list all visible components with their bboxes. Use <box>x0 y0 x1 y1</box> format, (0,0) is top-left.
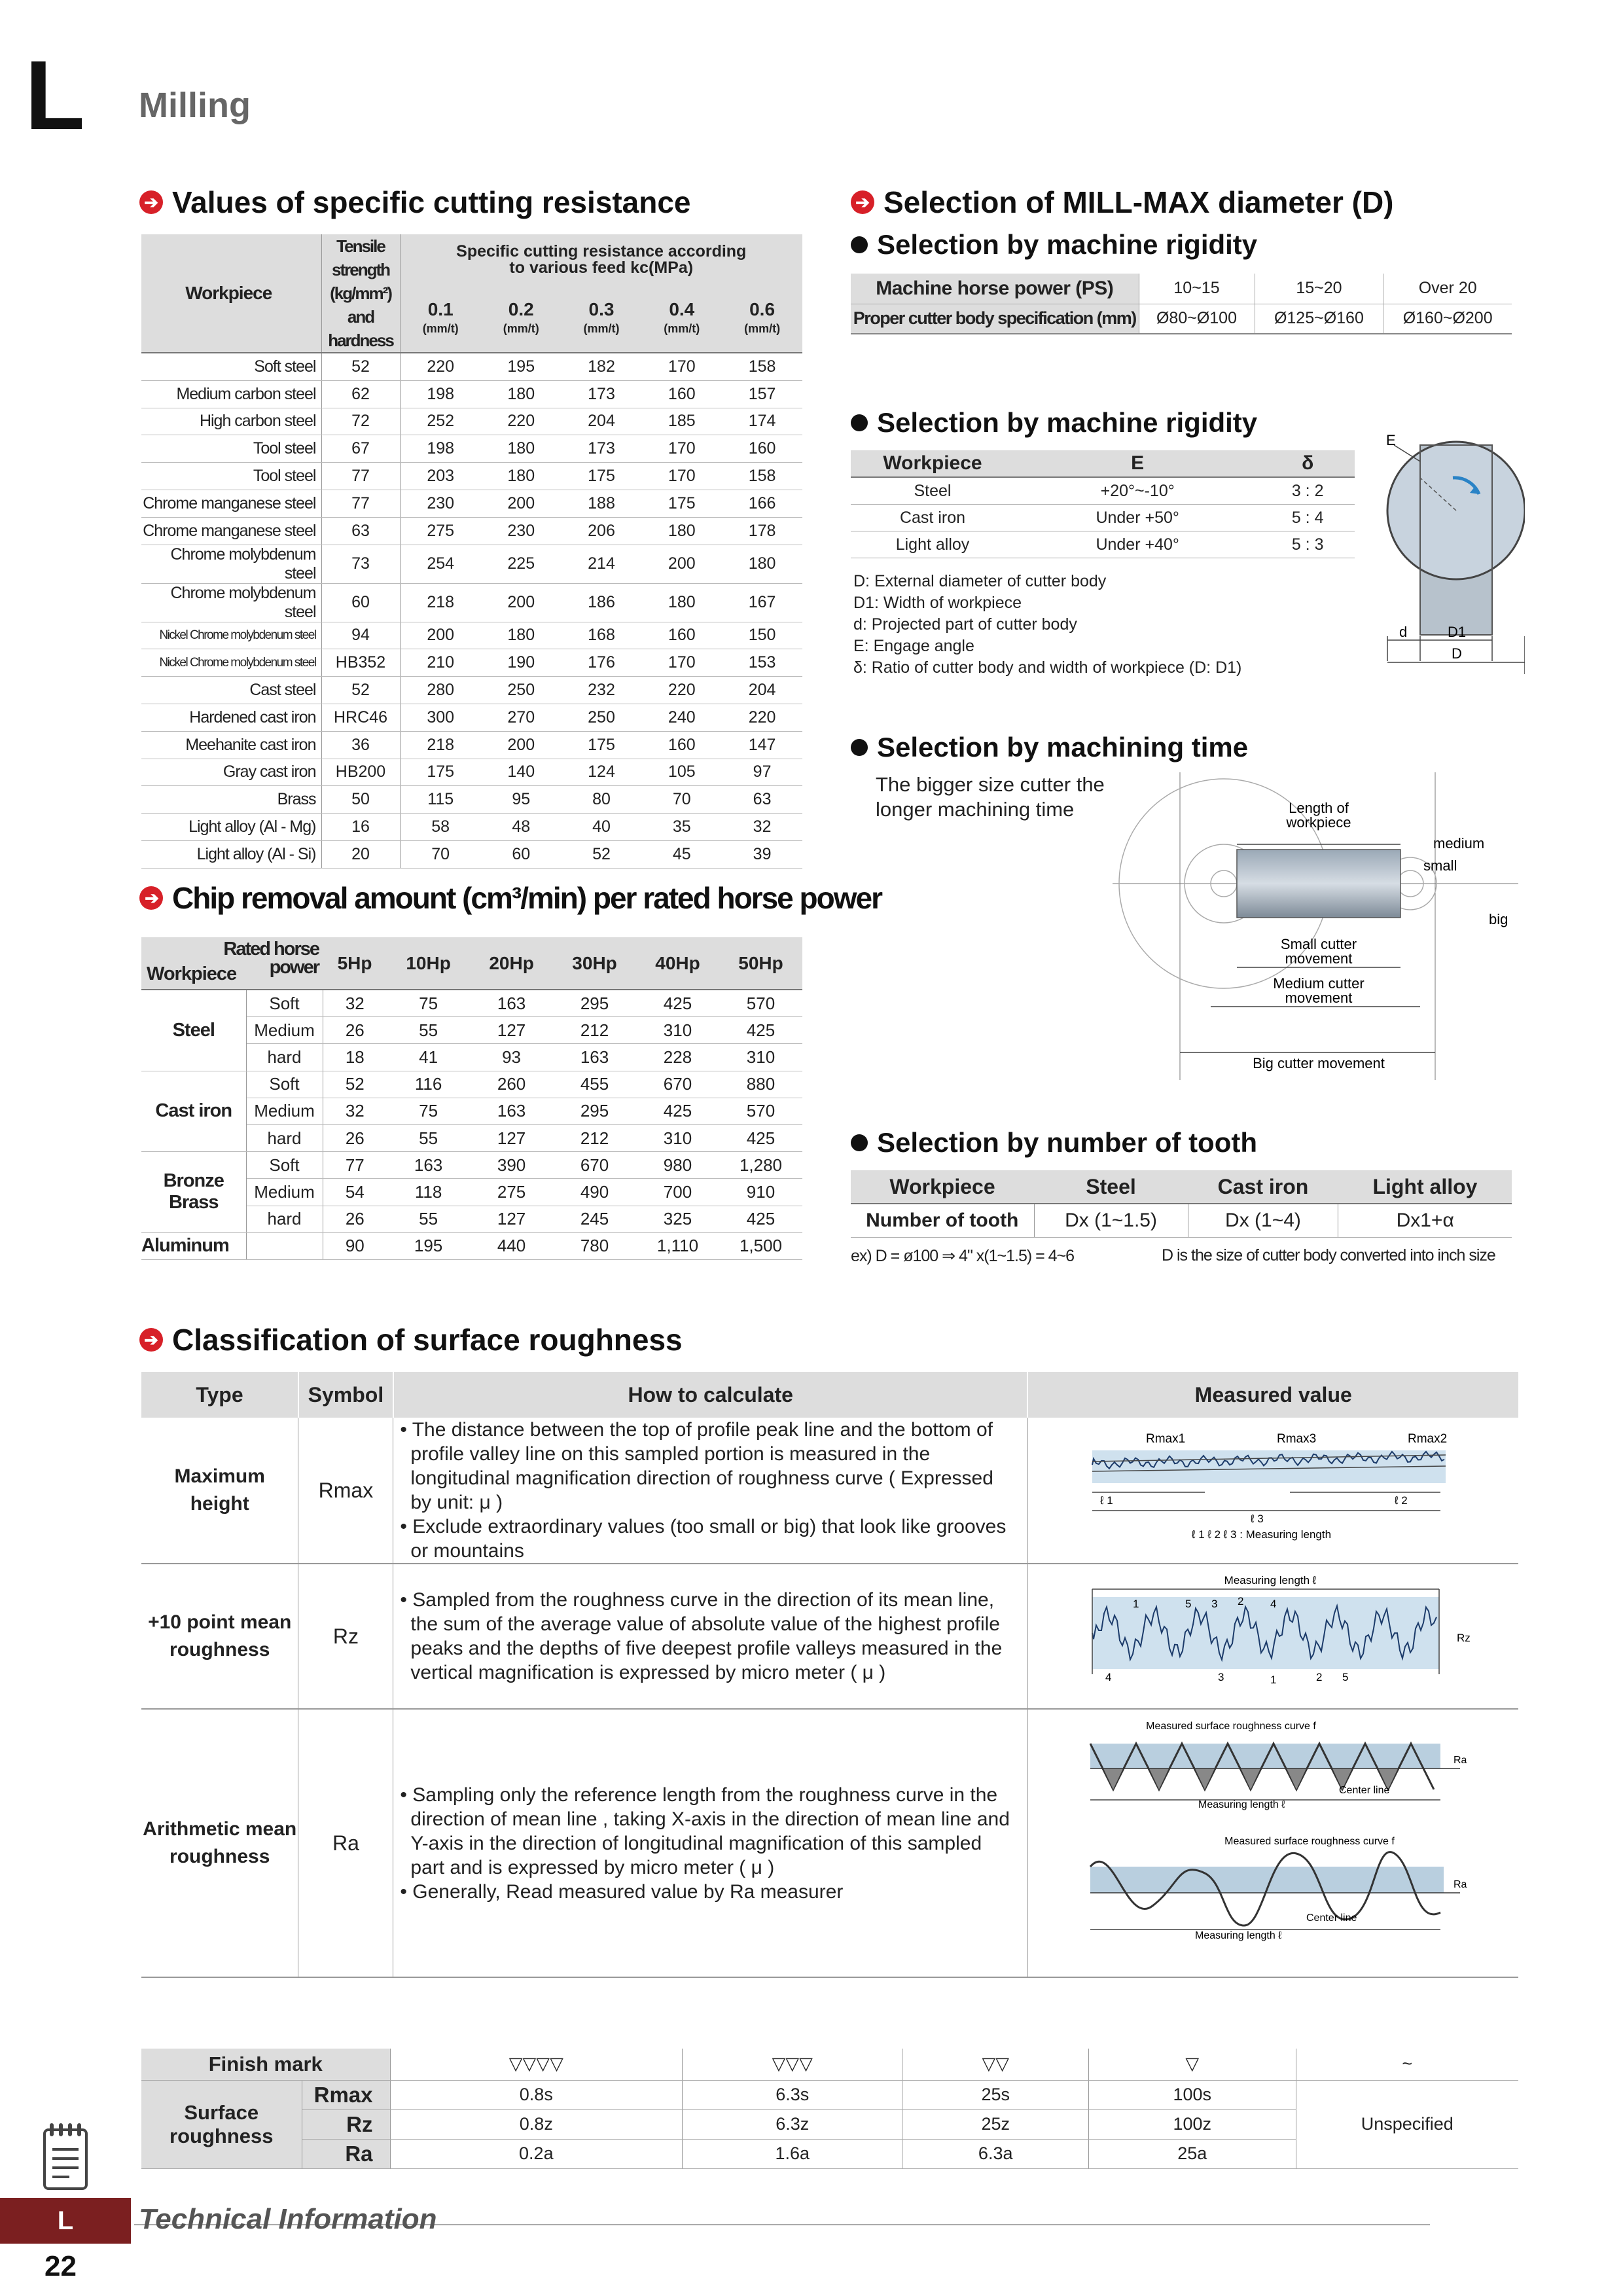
chip-head-hp: 40Hp <box>636 937 719 990</box>
svg-text:Rmax3: Rmax3 <box>1276 1432 1317 1446</box>
finish-mark-table: Finish mark ▽▽▽▽ ▽▽▽ ▽▽ ▽ ~ Surface roughness Rmax 0.8s 6.3s 25s 100s Unspecified Rz 0.8z 6.3z 25z 100z Ra 0.2a 1.6a 6.3a 25a <box>141 2049 1518 2169</box>
spec-row: Chrome manganese steel 77 230 200 188 175 166 <box>141 490 802 517</box>
roughness-section-title: ➔ Classification of surface roughness <box>139 1322 683 1357</box>
svg-text:movement: movement <box>1285 950 1353 967</box>
chip-head-corner: Rated horse power Workpiece <box>141 937 323 990</box>
chip-group-label: Bronze Brass <box>141 1152 246 1233</box>
svg-text:Small cutter: Small cutter <box>1280 936 1357 952</box>
svg-text:Measuring length ℓ: Measuring length ℓ <box>1198 1799 1285 1810</box>
chip-row: hard 26 55 127 245 325 425 <box>141 1206 802 1232</box>
rigidity-subtitle-2: Selection by machine rigidity <box>851 407 1257 439</box>
notepad-icon <box>39 2121 92 2193</box>
svg-text:Rz: Rz <box>1456 1632 1471 1644</box>
diag-label-d: d <box>1399 624 1408 640</box>
chip-table <box>141 937 802 1260</box>
diag-label-d1: D1 <box>1448 624 1467 640</box>
spec-row: Soft steel 52 220 195 182 170 158 <box>141 353 802 380</box>
arrow-bullet-icon: ➔ <box>139 190 163 214</box>
svg-text:Center line: Center line <box>1338 1785 1390 1796</box>
spec-row: Tool steel 77 203 180 175 170 158 <box>141 463 802 490</box>
spec-row: Light alloy (Al - Mg) 16 58 48 40 35 32 <box>141 814 802 841</box>
chip-row: hard 26 55 127 212 310 425 <box>141 1124 802 1151</box>
svg-text:Measured surface roughness cur: Measured surface roughness curve f <box>1224 1836 1395 1847</box>
bullet-dot-icon <box>851 1134 868 1151</box>
svg-text:Center line: Center line <box>1306 1912 1357 1924</box>
machining-time-diagram <box>1113 772 1518 1113</box>
millmax-section-title: ➔ Selection of MILL-MAX diameter (D) <box>851 185 1393 220</box>
svg-text:2: 2 <box>1237 1595 1244 1607</box>
chip-head-hp: 20Hp <box>470 937 553 990</box>
svg-text:small: small <box>1423 857 1457 874</box>
spec-label: Proper cutter body specification (mm) <box>851 304 1139 334</box>
chip-group-label: Aluminum <box>141 1232 246 1259</box>
spec-row: Light alloy (Al - Si) 20 70 60 52 45 39 <box>141 840 802 868</box>
spec-row: Hardened cast iron HRC46 300 270 250 240 220 <box>141 704 802 731</box>
spec-head-workpiece: Workpiece <box>141 234 321 353</box>
svg-text:Rmax2: Rmax2 <box>1407 1432 1448 1446</box>
svg-text:4: 4 <box>1270 1598 1277 1610</box>
svg-text:ℓ 3: ℓ 3 <box>1250 1513 1264 1525</box>
roughness-table: Type Symbol How to calculate Measured value Maximum height Rmax • The distance between the top of profile peak line and the bottom of profile valley line on this sampled portion is measured in the longitudinal magnification direction of roughness curve ( Expressed by unit: μ ) • Exclude extraordinary values (too small or big) that look like grooves or mountains Rmax1 Rmax3 Rmax2 ℓ 1 ℓ 2 ℓ 3 ℓ 1 ℓ 2 ℓ 3 : Measuring length +10 point mean roughness Rz • Sampled from the roughness curve in the direction of its mean line, the sum of the average value of absolute value of the highest profile peaks and the depths of five deepest profile valleys measured in the vertical magnification is expressed by micro meter ( μ ) Measuring length ℓ Rz 1 5 3 2 4 4 3 1 2 5 Arithmetic mean roughness Ra • Sampling only the reference length from the roughness curve in the direction of mean line , taking X-axis in the direction of mean line and Y-axis in the direction of longitudinal magnification of this sampled part and is expressed by micro meter ( μ ) • Generally, Read measured value by Ra measurer Measured surface roughness curve f Ra Center line Measuring length ℓ Measured surface roughness curve f Ra Center line Measuring length ℓ <box>141 1372 1518 1978</box>
spec-head-tensile: Tensile strength (kg/mm²) and hardness <box>321 234 400 353</box>
arrow-bullet-icon: ➔ <box>139 886 163 910</box>
arrow-bullet-icon: ➔ <box>851 190 874 214</box>
chip-row: Medium 54 118 275 490 700 910 <box>141 1179 802 1206</box>
chip-row: Steel Soft 32 75 163 295 425 570 <box>141 990 802 1017</box>
svg-text:Measured surface roughness cur: Measured surface roughness curve f <box>1146 1721 1316 1732</box>
footer-title: Technical Information <box>139 2203 437 2235</box>
chapter-title: Milling <box>139 86 251 125</box>
svg-text:Ra: Ra <box>1453 1755 1467 1766</box>
unspecified-cell: Unspecified <box>1296 2080 1518 2168</box>
chip-group-label: Cast iron <box>141 1071 246 1152</box>
engage-table: Workpiece E δ Steel +20°~-10° 3 : 2 Cast iron Under +50° 5 : 4 Light alloy Under +40° 5 : 3 <box>851 450 1355 558</box>
tooth-table: Workpiece Steel Cast iron Light alloy Number of tooth Dx (1~1.5) Dx (1~4) Dx1+α <box>851 1170 1512 1238</box>
spec-feed-head-row: 0.1 (mm/t) 0.2 (mm/t) 0.3 (mm/t) 0.4 (mm/t) 0.6 (mm/t) <box>141 285 802 353</box>
roughness-row-rmax: Maximum height Rmax • The distance between the top of profile peak line and the bottom of profile valley line on this sampled portion is measured in the longitudinal magnification direction of roughness curve ( Expressed by unit: μ ) • Exclude extraordinary values (too small or big) that look like grooves or mountains Rmax1 Rmax3 Rmax2 ℓ 1 ℓ 2 ℓ 3 ℓ 1 ℓ 2 ℓ 3 : Measuring length <box>141 1418 1518 1564</box>
svg-text:1: 1 <box>1132 1598 1139 1610</box>
spec-table <box>141 234 802 869</box>
spec-row: Cast steel 52 280 250 232 220 204 <box>141 677 802 704</box>
svg-text:ℓ 1 ℓ 2 ℓ 3 : Measuring length: ℓ 1 ℓ 2 ℓ 3 : Measuring length <box>1191 1528 1332 1541</box>
svg-text:4: 4 <box>1105 1671 1112 1683</box>
tooth-note-example: ex) D = ø100 ⇒ 4" x(1~1.5) = 4~6 <box>851 1247 1075 1265</box>
svg-text:5: 5 <box>1342 1671 1349 1683</box>
spec-row: Tool steel 67 198 180 173 170 160 <box>141 435 802 463</box>
engage-angle-diagram <box>1374 432 1525 681</box>
engage-row: Steel +20°~-10° 3 : 2 <box>851 477 1355 505</box>
svg-text:medium: medium <box>1433 835 1485 852</box>
spec-row: Medium carbon steel 62 198 180 173 160 157 <box>141 380 802 408</box>
svg-text:Medium cutter: Medium cutter <box>1273 975 1364 992</box>
svg-text:5: 5 <box>1185 1598 1192 1610</box>
chip-row: Medium 32 75 163 295 425 570 <box>141 1098 802 1124</box>
roughness-row-ra: Arithmetic mean roughness Ra • Sampling only the reference length from the roughness curve in the direction of mean line , taking X-axis in the direction of mean line and Y-axis in the direction of longitudinal magnification of this sampled part and is expressed by micro meter ( μ ) • Generally, Read measured value by Ra measurer Measured surface roughness curve f Ra Center line Measuring length ℓ Measured surface roughness curve f Ra Center line Measuring length ℓ <box>141 1709 1518 1977</box>
chip-head-hp: 30Hp <box>553 937 636 990</box>
chip-row: Aluminum 90 195 440 780 1,110 1,500 <box>141 1232 802 1259</box>
spec-row: Chrome molybdenum steel 60 218 200 186 180 167 <box>141 583 802 622</box>
svg-text:ℓ 2: ℓ 2 <box>1394 1494 1408 1507</box>
svg-text:big: big <box>1489 911 1508 927</box>
bullet-dot-icon <box>851 739 868 756</box>
rigidity-subtitle-1: Selection by machine rigidity <box>851 229 1257 260</box>
svg-text:Ra: Ra <box>1453 1879 1467 1890</box>
svg-text:workpiece: workpiece <box>1286 814 1351 831</box>
rz-figure <box>1028 1564 1518 1703</box>
diag-label-e: E <box>1386 432 1396 448</box>
roughness-row-rz: +10 point mean roughness Rz • Sampled from the roughness curve in the direction of its mean line, the sum of the average value of absolute value of the highest profile peaks and the depths of five deepest profile valleys measured in the vertical magnification is expressed by micro meter ( μ ) Measuring length ℓ Rz 1 5 3 2 4 4 3 1 2 5 <box>141 1564 1518 1709</box>
svg-text:movement: movement <box>1285 990 1353 1006</box>
chip-head-hp: 5Hp <box>323 937 387 990</box>
tooth-subtitle: Selection by number of tooth <box>851 1127 1257 1158</box>
chapter-tab: L <box>0 2198 131 2244</box>
engage-row: Cast iron Under +50° 5 : 4 <box>851 505 1355 531</box>
chip-section-title: ➔ Chip removal amount (cm³/min) per rated horse power <box>139 880 882 916</box>
svg-text:ℓ 1: ℓ 1 <box>1099 1494 1113 1507</box>
chip-row: Cast iron Soft 52 116 260 455 670 880 <box>141 1071 802 1098</box>
rigidity-legend: D: External diameter of cutter body D1: Width of workpiece d: Projected part of cutter body E: Engage angle δ: Ratio of cutter body and width of workpiece (D: D1) <box>853 572 1242 677</box>
machining-time-subtitle: Selection by machining time <box>851 732 1248 763</box>
spec-head-group: Specific cutting resistance according to various feed kc(MPa) <box>400 234 802 285</box>
page-number: 22 <box>45 2250 77 2282</box>
spec-row: Chrome manganese steel 63 275 230 206 180 178 <box>141 517 802 545</box>
spec-row: Gray cast iron HB200 175 140 124 105 97 <box>141 759 802 786</box>
svg-text:3: 3 <box>1211 1598 1218 1610</box>
horsepower-table: Machine horse power (PS) 10~15 15~20 Over 20 Proper cutter body specification (mm) Ø80~Ø100 Ø125~Ø160 Ø160~Ø200 <box>851 274 1512 334</box>
bullet-dot-icon <box>851 414 868 431</box>
svg-text:2: 2 <box>1315 1671 1323 1683</box>
svg-text:Measuring length ℓ: Measuring length ℓ <box>1224 1574 1317 1587</box>
bullet-dot-icon <box>851 236 868 253</box>
chip-head-hp: 10Hp <box>387 937 470 990</box>
arrow-bullet-icon: ➔ <box>139 1328 163 1352</box>
spec-row: Meehanite cast iron 36 218 200 175 160 147 <box>141 731 802 759</box>
finish-mark-label: Finish mark <box>141 2049 390 2080</box>
chip-head-hp: 50Hp <box>719 937 802 990</box>
spec-row: High carbon steel 72 252 220 204 185 174 <box>141 408 802 435</box>
spec-row: Nickel Chrome molybdenum steel HB352 210 190 176 170 153 <box>141 649 802 677</box>
svg-text:3: 3 <box>1217 1671 1224 1683</box>
machining-time-text: The bigger size cutter the longer machining time <box>876 773 1105 821</box>
svg-text:1: 1 <box>1270 1674 1277 1686</box>
hp-label: Machine horse power (PS) <box>851 274 1139 304</box>
tooth-note-inch: D is the size of cutter body converted into inch size <box>1162 1246 1495 1265</box>
svg-text:Measuring length ℓ: Measuring length ℓ <box>1194 1930 1282 1941</box>
chip-row: Medium 26 55 127 212 310 425 <box>141 1017 802 1044</box>
svg-text:Rmax1: Rmax1 <box>1145 1432 1186 1446</box>
spec-row: Brass 50 115 95 80 70 63 <box>141 786 802 814</box>
diag-label-big-d: D <box>1452 645 1462 662</box>
engage-row: Light alloy Under +40° 5 : 3 <box>851 531 1355 558</box>
svg-text:Big cutter movement: Big cutter movement <box>1253 1055 1385 1071</box>
spec-section-title: ➔ Values of specific cutting resistance <box>139 185 691 220</box>
chip-row: Bronze Brass Soft 77 163 390 670 980 1,280 <box>141 1152 802 1179</box>
chapter-letter: L <box>25 40 85 150</box>
chip-row: hard 18 41 93 163 228 310 <box>141 1044 802 1071</box>
svg-text:Length of: Length of <box>1289 800 1349 816</box>
rmax-figure <box>1028 1419 1518 1556</box>
spec-row: Nickel Chrome molybdenum steel 94 200 180 168 160 150 <box>141 622 802 649</box>
surface-roughness-label: Surface roughness <box>141 2080 302 2168</box>
chip-group-label: Steel <box>141 990 246 1071</box>
spec-row: Chrome molybdenum steel 73 254 225 214 200 180 <box>141 545 802 583</box>
ra-figure <box>1028 1710 1518 1971</box>
